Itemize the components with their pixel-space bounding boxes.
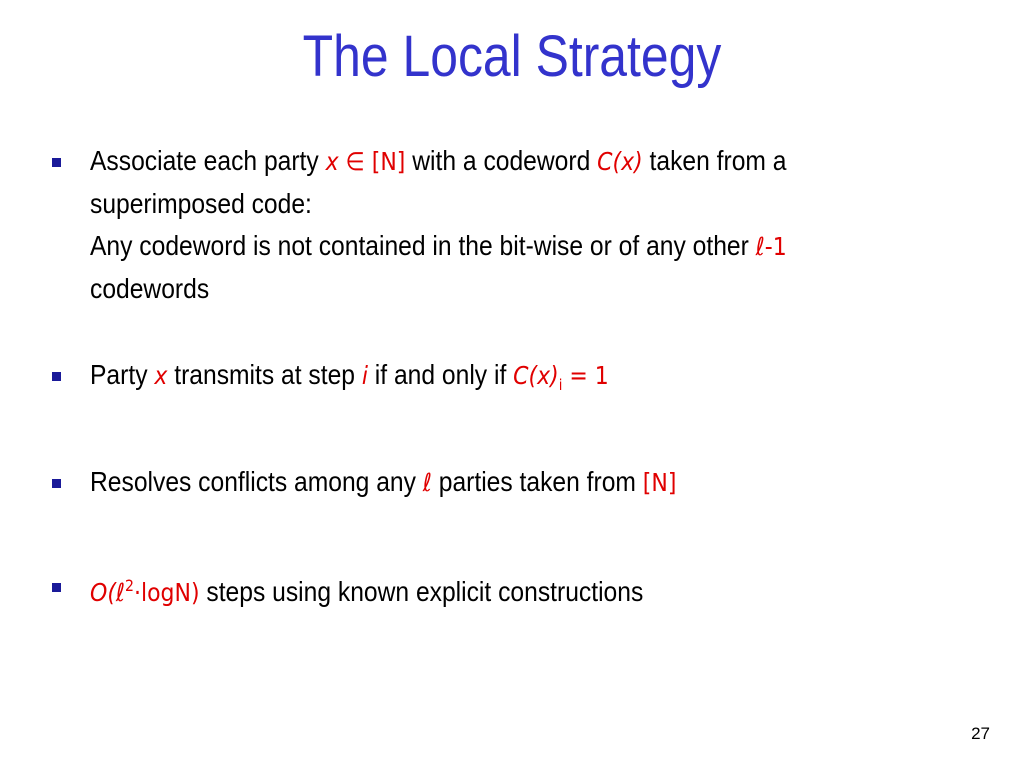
math-big-o: O(ℓ [90, 578, 125, 607]
bullet-1-suffix: taken from a [642, 145, 787, 176]
bullet-text-4 [90, 565, 864, 614]
bullet-3-mid: parties taken from [431, 466, 643, 497]
square-bullet-icon [52, 158, 61, 167]
math-codeword: C(x) [597, 147, 643, 176]
math-l-minus-1: ℓ-1 [755, 232, 787, 261]
bullet-4-suffix: steps using known explicit constructions [199, 576, 644, 607]
bullet-2-prefix: Party [90, 359, 155, 390]
bullet-1-line-2: superimposed code: [90, 188, 312, 219]
bullet-text-2 [90, 354, 864, 406]
bullet-2-mid-1: transmits at step [167, 359, 362, 390]
bullet-text-3 [90, 461, 864, 504]
bullet-text-1 [90, 140, 864, 310]
bullet-1-mid: with a codeword [405, 145, 598, 176]
math-log-n: ·logN) [133, 578, 200, 607]
square-bullet-icon [52, 372, 61, 381]
math-var-x: x [154, 361, 168, 390]
slide-title: The Local Strategy [302, 24, 722, 89]
math-subscript-i: i [558, 376, 563, 394]
square-bullet-icon [52, 479, 61, 488]
math-equals-one: = 1 [562, 361, 609, 390]
math-var-l: ℓ [422, 468, 432, 497]
math-element-of: ∈ [338, 147, 372, 176]
bullet-1-line-4: codewords [90, 273, 210, 304]
math-var-i: i [361, 361, 368, 390]
bullet-1-line-3 [90, 225, 864, 268]
math-set-n: [N] [371, 147, 406, 176]
math-superscript-2: 2 [124, 576, 134, 595]
bullet-1-prefix: Associate each party [90, 145, 326, 176]
math-set-n: [N] [642, 468, 677, 497]
bullet-2-mid-2: if and only if [367, 359, 514, 390]
bullet-1-line-3-text: Any codeword is not contained in the bit-wise or of any other [90, 230, 756, 261]
bullet-3-prefix: Resolves conflicts among any [90, 466, 423, 497]
square-bullet-icon [52, 583, 61, 592]
page-number: 27 [971, 724, 990, 743]
math-codeword: C(x) [513, 361, 559, 390]
bullet-1-line-1 [90, 140, 864, 183]
math-var-x: x [325, 147, 339, 176]
